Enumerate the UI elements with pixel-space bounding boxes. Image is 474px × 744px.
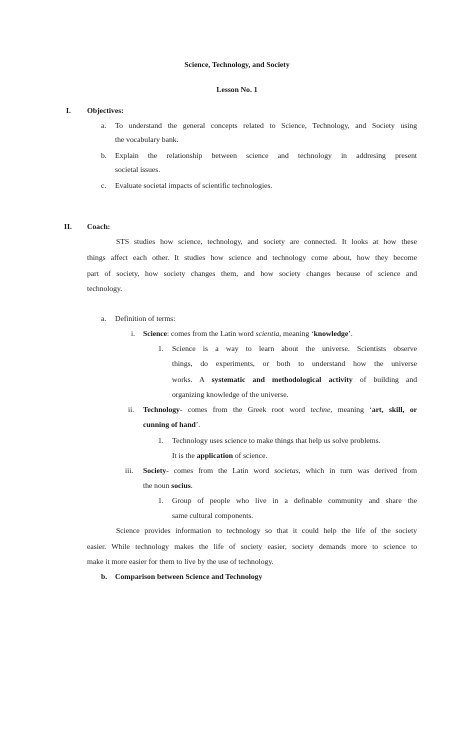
subsection-a-marker: a. (101, 314, 107, 323)
objective-b-line2: societal issues. (115, 165, 161, 174)
term-society-noun: socius (171, 481, 191, 490)
section-1-heading: Objectives: (87, 106, 124, 115)
term-science-def-prefix: : comes from the Latin word (167, 329, 256, 338)
term-society-def-line2-c: . (190, 481, 193, 490)
term-science-root: scientia (255, 329, 280, 338)
section-2-heading: Coach: (87, 222, 111, 231)
term-society-definition (143, 467, 417, 475)
science-sub-marker: 1. (158, 344, 164, 353)
term-society-definition-line2 (143, 482, 193, 490)
intro-line3: part of society, how society changes them, and how society changes because of science and (87, 269, 417, 278)
document-title: Science, Technology, and Society (184, 60, 290, 69)
science-sub-line3-c: of building and (352, 375, 417, 384)
intro-line1: STS studies how science, technology, and society are connected. It looks at how these (116, 237, 417, 246)
society-sub-line1: Group of people who live in a definable community and share the (172, 496, 417, 505)
section-1-numeral: I. (66, 106, 71, 115)
subsection-b-marker: b. (101, 572, 108, 581)
section-2-numeral: II. (64, 222, 72, 231)
science-sub-line3 (172, 376, 417, 384)
lesson-number: Lesson No. 1 (216, 85, 258, 94)
summary-line1: Science provides information to technology so that it could help the life of the society (116, 526, 417, 535)
term-technology-marker: ii. (128, 405, 135, 414)
society-sub-line2: same cultural components. (172, 511, 254, 520)
term-science-def-end: ’. (348, 329, 353, 338)
term-science-def-mid: , meaning ‘ (279, 329, 314, 338)
subsection-a-label: Definition of terms: (115, 314, 176, 323)
intro-line4: technology. (87, 284, 123, 293)
summary-line2: easier. While technology makes the life of society easier, society demands more to science to (87, 542, 417, 551)
term-technology-meaning2: cunning of hand (143, 420, 196, 429)
subsection-b-label: Comparison between Science and Technology (115, 572, 263, 581)
science-sub-line4: organizing knowledge of the universe. (172, 390, 289, 399)
term-society-marker: iii. (125, 466, 134, 475)
term-technology-meaning1: art, skill, or (371, 405, 418, 414)
term-technology-def-mid: , meaning ‘ (330, 405, 372, 414)
objective-a-line1: To understand the general concepts related to Science, Technology, and Society using (115, 121, 417, 130)
summary-line3: make it more easier for them to live by the use of technology. (87, 557, 274, 566)
term-science-marker: i. (131, 329, 136, 338)
term-technology-definition (143, 406, 417, 414)
objective-a-marker: a. (101, 121, 107, 130)
technology-sub-marker: 1. (158, 436, 164, 445)
science-sub-line1: Science is a way to learn about the universe. Scientists observe (172, 344, 417, 353)
term-science: Science (143, 329, 168, 338)
term-technology-root: techne (310, 405, 331, 414)
technology-sub-line1: Technology uses science to make things that help us solve problems. (172, 436, 381, 445)
term-science-meaning: knowledge (313, 329, 349, 338)
objective-b-line1: Explain the relationship between science and technology in addresing present (115, 151, 417, 160)
society-sub-marker: 1. (158, 496, 164, 505)
term-society: Society (143, 466, 167, 475)
objective-b-marker: b. (101, 151, 107, 160)
technology-sub-line2 (172, 452, 267, 460)
term-society-def-prefix: - comes from the Latin word (166, 466, 275, 475)
science-sub-line3-a: works. A (172, 375, 212, 384)
technology-sub-line2-a: It is the (172, 451, 197, 460)
term-technology-def-prefix: - comes from the Greek root word (179, 405, 311, 414)
science-sub-line3-b: systematic and methodological activity (211, 375, 353, 384)
term-technology-definition-line2 (143, 421, 200, 429)
intro-line2: things affect each other. It studies how science and technology come about, how they become (87, 253, 417, 262)
term-society-def-rest: , which in turn was derived from (298, 466, 417, 475)
objective-c-marker: c. (101, 181, 107, 190)
science-sub-line2: things, do experiments, or both to understand how the universe (172, 359, 417, 368)
term-society-def-line2-a: the noun (143, 481, 172, 490)
term-technology: Technology (143, 405, 180, 414)
term-science-definition (143, 330, 353, 338)
technology-sub-line2-c: of science. (232, 451, 268, 460)
technology-sub-line2-b: application (196, 451, 233, 460)
objective-c-line1: Evaluate societal impacts of scientific technologies. (115, 181, 273, 190)
term-technology-def-end: ’. (195, 420, 201, 429)
term-society-root: societas (274, 466, 299, 475)
objective-a-line2: the vocabulary bank. (115, 135, 179, 144)
